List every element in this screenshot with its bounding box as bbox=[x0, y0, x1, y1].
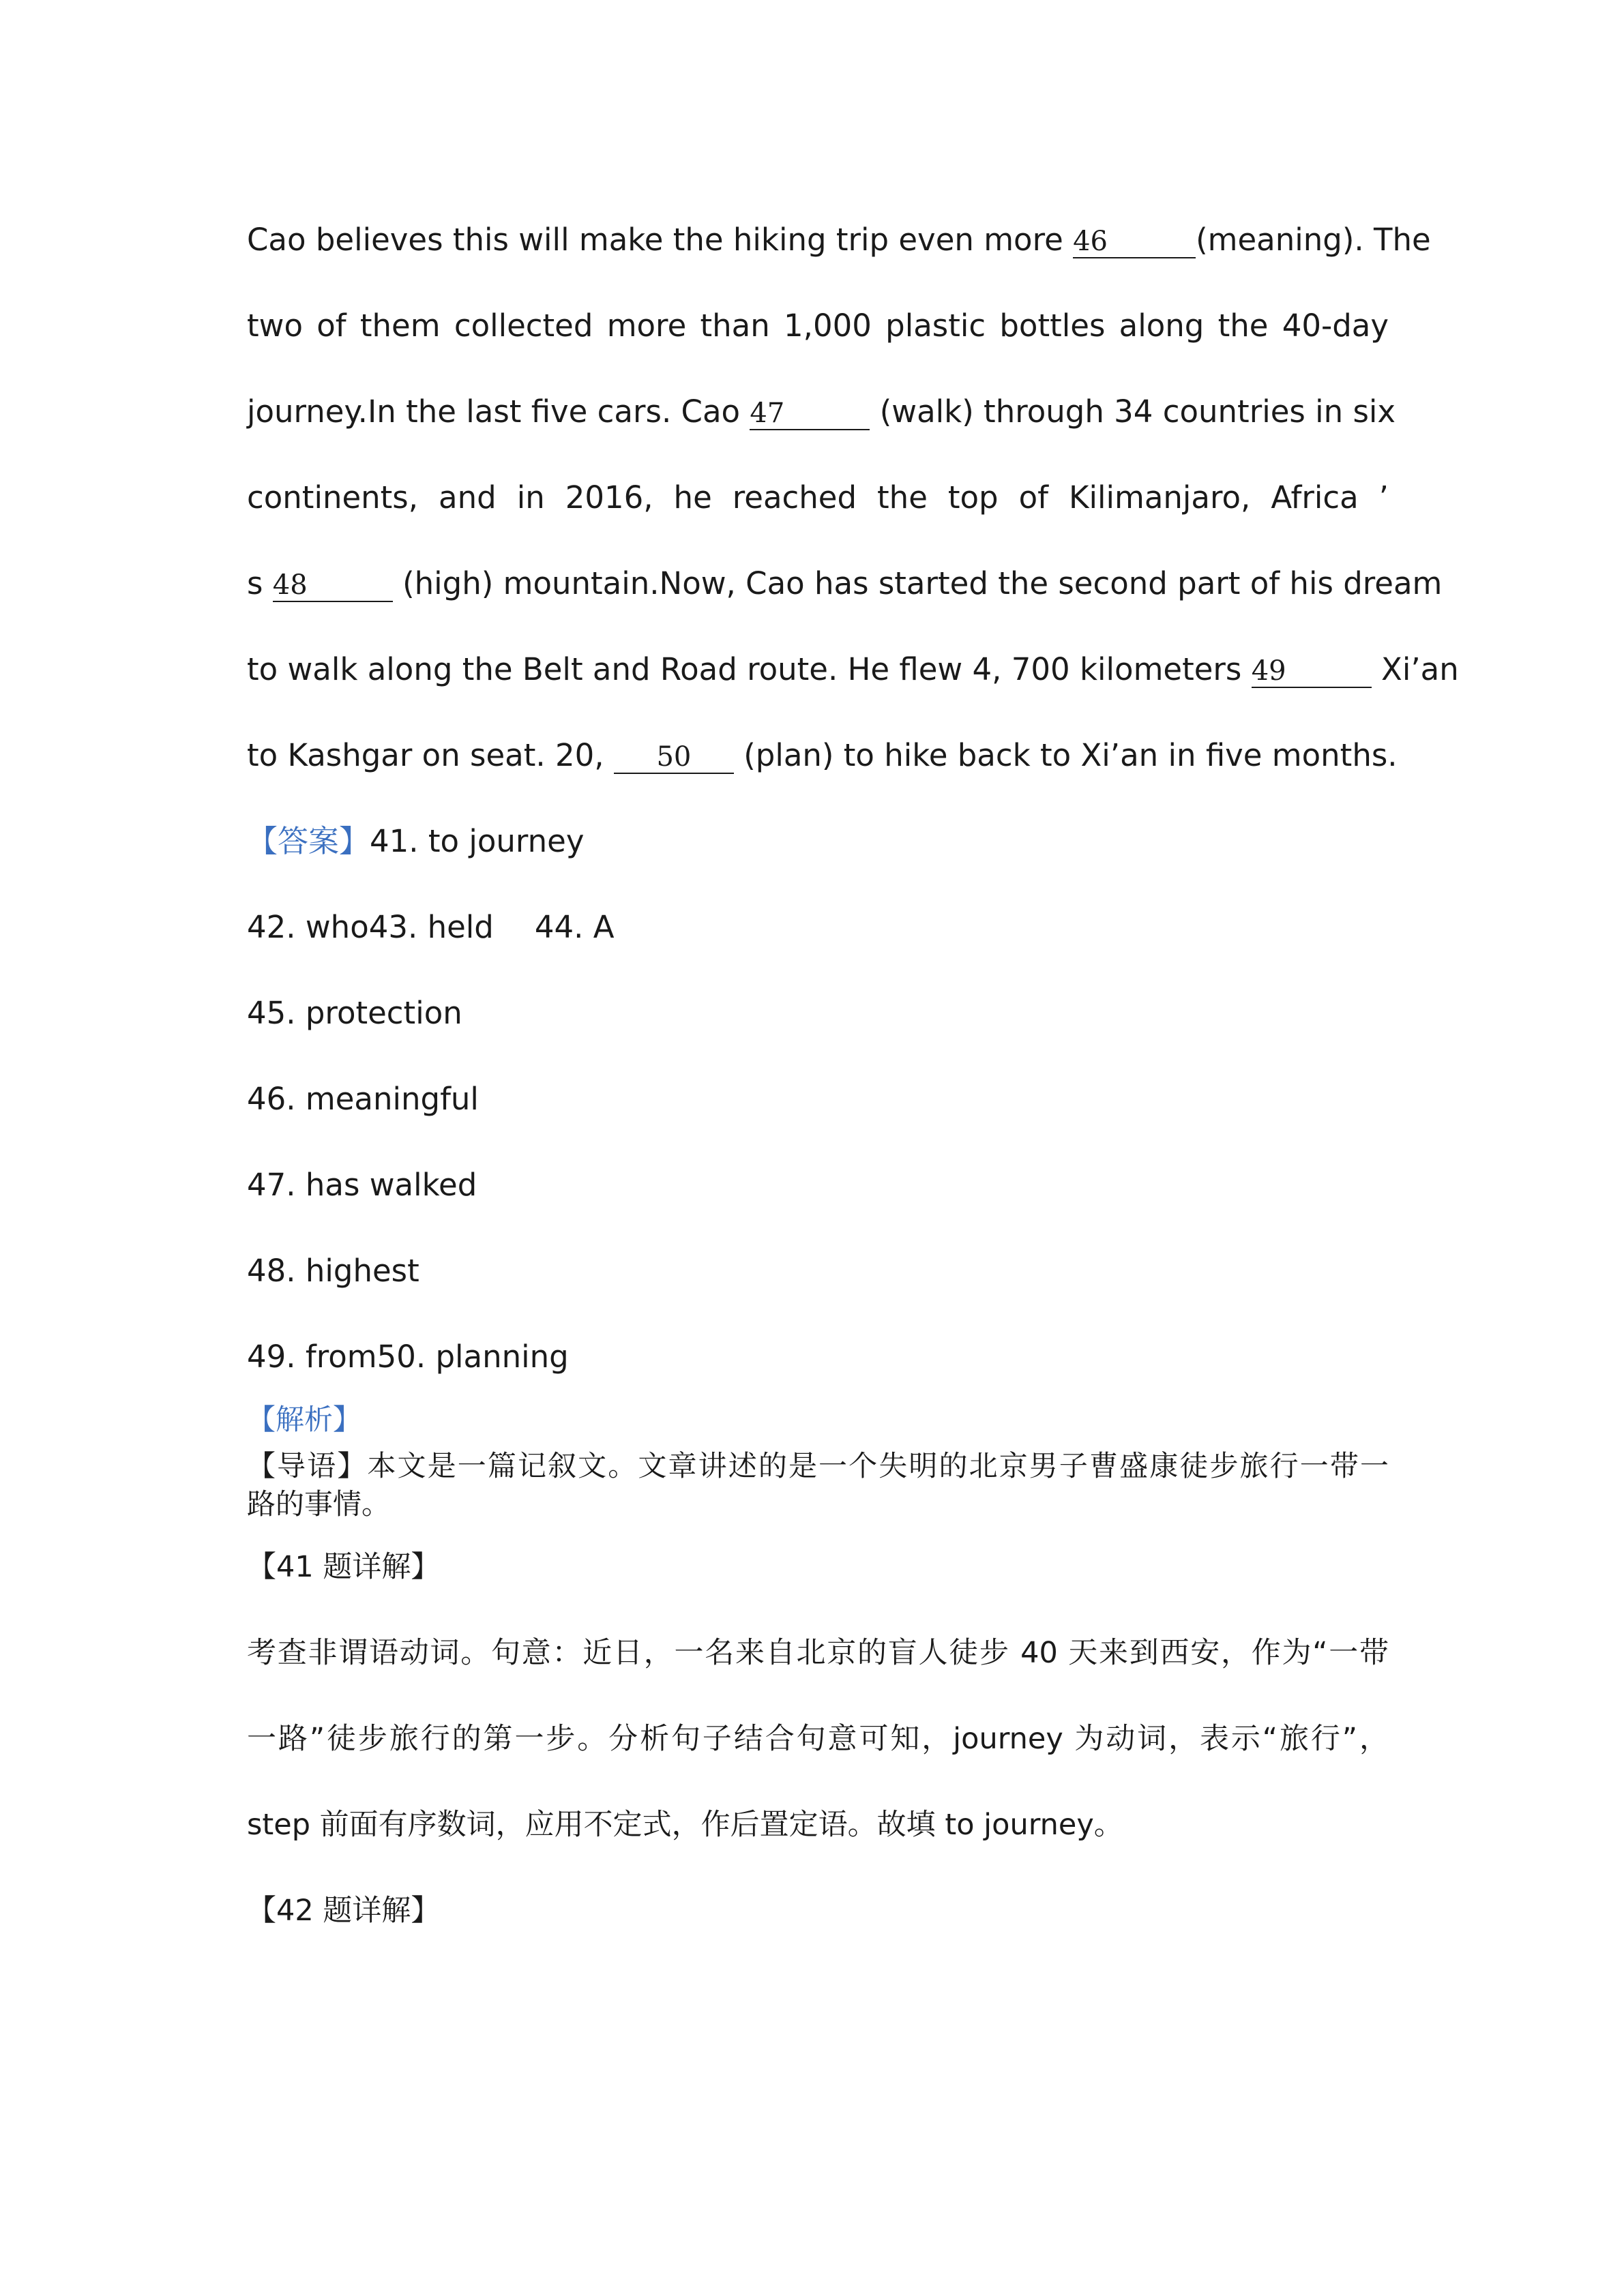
passage-text: (walk) through 34 countries in six bbox=[879, 393, 1396, 430]
blank-46: 46 bbox=[1073, 226, 1196, 258]
passage-text: s bbox=[247, 565, 263, 601]
answer-line-46 bbox=[247, 1079, 1389, 1120]
passage-text: continents, and in 2016, he reached the top of Kilimanjaro, Africa ’ bbox=[247, 479, 1389, 516]
analysis-intro-cont: 路的事情。 bbox=[247, 1487, 391, 1521]
passage-text: Xi’an bbox=[1381, 651, 1459, 687]
answer-49-50: 49. from50. planning bbox=[247, 1339, 569, 1375]
blank-50: 50 bbox=[614, 741, 734, 774]
passage-line-5 bbox=[247, 563, 1443, 604]
q41-detail: step 前面有序数词，应用不定式，作后置定语。故填 to journey。 bbox=[247, 1808, 1123, 1842]
answer-42-43: 42. who43. held bbox=[247, 909, 494, 945]
passage-text: journey.In the last five cars. Cao bbox=[247, 393, 741, 430]
q41-detail-line-3 bbox=[247, 1804, 1389, 1845]
passage-text: (plan) to hike back to Xi’an in five months. bbox=[743, 737, 1398, 773]
q41-title-line bbox=[247, 1547, 1389, 1587]
passage-text: (high) mountain.Now, Cao has started the second part of his dream bbox=[402, 565, 1443, 601]
q41-detail-line-1 bbox=[247, 1632, 1389, 1673]
q41-detail-line-2 bbox=[247, 1718, 1389, 1759]
q41-detail: 一路”徒步旅行的第一步。分析句子结合句意可知，journey 为动词，表示“旅行”， bbox=[247, 1722, 1389, 1756]
passage-line-4 bbox=[247, 477, 1389, 518]
passage-line-1 bbox=[247, 220, 1431, 260]
answer-line-42-44 bbox=[247, 907, 1389, 948]
answer-46: 46. meaningful bbox=[247, 1081, 479, 1117]
passage-line-2 bbox=[247, 305, 1389, 346]
analysis-intro: 【导语】本文是一篇记叙文。文章讲述的是一个失明的北京男子曹盛康徒步旅行一带一 bbox=[247, 1449, 1389, 1482]
answer-line-48 bbox=[247, 1251, 1389, 1292]
answer-45: 45. protection bbox=[247, 995, 462, 1031]
answer-line-45 bbox=[247, 993, 1389, 1034]
answer-label: 【答案】 bbox=[247, 823, 370, 859]
answer-44: 44. A bbox=[534, 909, 615, 945]
blank-49: 49 bbox=[1252, 655, 1372, 688]
answer-48: 48. highest bbox=[247, 1253, 419, 1289]
passage-text: Cao believes this will make the hiking trip even more bbox=[247, 222, 1063, 258]
q42-title: 【42 题详解】 bbox=[247, 1894, 441, 1928]
analysis-intro-line-2 bbox=[247, 1485, 1389, 1523]
passage-line-6 bbox=[247, 649, 1459, 690]
analysis-label: 【解析】 bbox=[247, 1403, 362, 1436]
passage-line-3 bbox=[247, 391, 1396, 432]
answer-41: 41. to journey bbox=[370, 823, 585, 859]
q41-detail: 考查非谓语动词。句意：近日，一名来自北京的盲人徒步 40 天来到西安，作为“一带 bbox=[247, 1636, 1389, 1670]
q41-title: 【41 题详解】 bbox=[247, 1550, 441, 1584]
blank-47: 47 bbox=[750, 398, 870, 430]
analysis-intro-line-1 bbox=[247, 1447, 1389, 1485]
answer-line-49-50 bbox=[247, 1337, 1389, 1377]
answer-47: 47. has walked bbox=[247, 1167, 477, 1203]
passage-text: to walk along the Belt and Road route. He flew 4, 700 kilometers bbox=[247, 651, 1242, 687]
analysis-label-line bbox=[247, 1401, 1389, 1439]
passage-text: (meaning). The bbox=[1196, 222, 1431, 258]
answer-line-41 bbox=[247, 821, 1389, 862]
passage-line-7 bbox=[247, 735, 1398, 776]
passage-text: to Kashgar on seat. 20, bbox=[247, 737, 604, 773]
blank-48: 48 bbox=[273, 569, 393, 602]
q42-title-line bbox=[247, 1890, 1389, 1931]
passage-text: two of them collected more than 1,000 plastic bottles along the 40-day bbox=[247, 308, 1389, 344]
answer-line-47 bbox=[247, 1165, 1389, 1206]
